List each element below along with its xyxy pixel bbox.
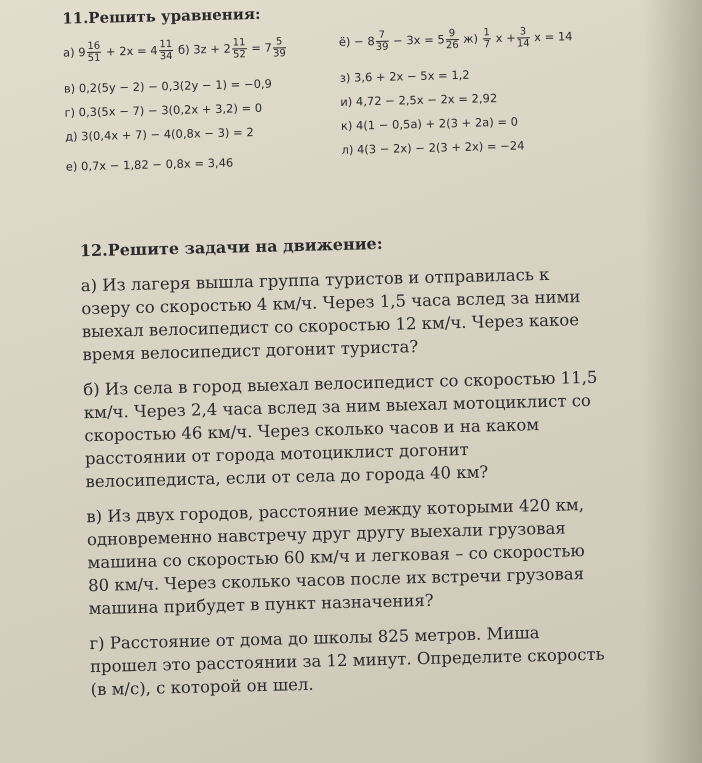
equation-z: з) 3,6 + 2x − 5x = 1,2 [339,67,470,85]
equation-e: е) 0,7x − 1,82 − 0,8x = 3,46 [65,155,234,174]
equation-i: и) 4,72 − 2,5x − 2x = 2,92 [340,91,498,109]
problem-b: б) Из села в город выехал велосипедист со скоростью 11,5 км/ч. Через 2,4 часа вслед за ним выехал мотоциклист со скоростью 46 км/ч. Через сколько часов и на каком расстоянии от города мотоциклист догонит велосипедиста, если от села до города 40 км? [83,367,598,492]
equations-block [49,23,683,208]
equation-l: л) 4(3 − 2x) − 2(3 + 2x) = −24 [341,138,525,157]
equation-d: д) 3(0,4x + 7) − 4(0,8x − 3) = 2 [64,125,254,144]
problem-a: а) Из лагеря вышла группа туристов и отправилась к озеру со скоростью 4 км/ч. Через 1,5 часа вслед за ними выехал велосипедист со скоростью 12 км/ч. Через какое время велосипедист догонит туриста? [80,264,581,365]
equation-v: в) 0,2(5y − 2) − 0,3(2y − 1) = −0,9 [63,76,273,96]
problem-g: г) Расстояние от дома до школы 825 метров. Миша прошел это расстоянии за 12 минут. Определите скорость (в м/с), с которой он шел. [89,623,605,700]
equation-g: г) 0,3(5x − 7) − 3(0,2x + 3,2) = 0 [64,100,263,120]
section-11-title: 11.Решить уравнения: [61,4,261,28]
section-12-title: 12.Решите задачи на движение: [79,233,383,261]
equation-k: к) 4(1 − 0,5a) + 2(3 + 2a) = 0 [340,114,519,133]
worksheet-content [48,0,695,714]
equation-a: а) 9 $\frac{16}{51}$ + 2x = 4 $\frac{11}{34}$ б) 3z + 2 $\frac{11}{52}$ = 7 $\frac{5}{39}$ [62,36,286,65]
problem-v: в) Из двух городов, расстояние между которыми 420 км, одновременно навстречу друг другу выехали грузовая машина со скоростью 60 км/ч и легковая – со скоростью 80 км/ч. Через сколько часов после их встречи грузовая машина прибудет в пункт назначения? [86,495,585,619]
equation-yo: ё) − 8 $\frac{7}{39}$ − 3x = 5 $\frac{9}{26}$ ж) $\frac{1}{7}$ x + $\frac{3}{14}$ x = 14 [338,26,573,53]
